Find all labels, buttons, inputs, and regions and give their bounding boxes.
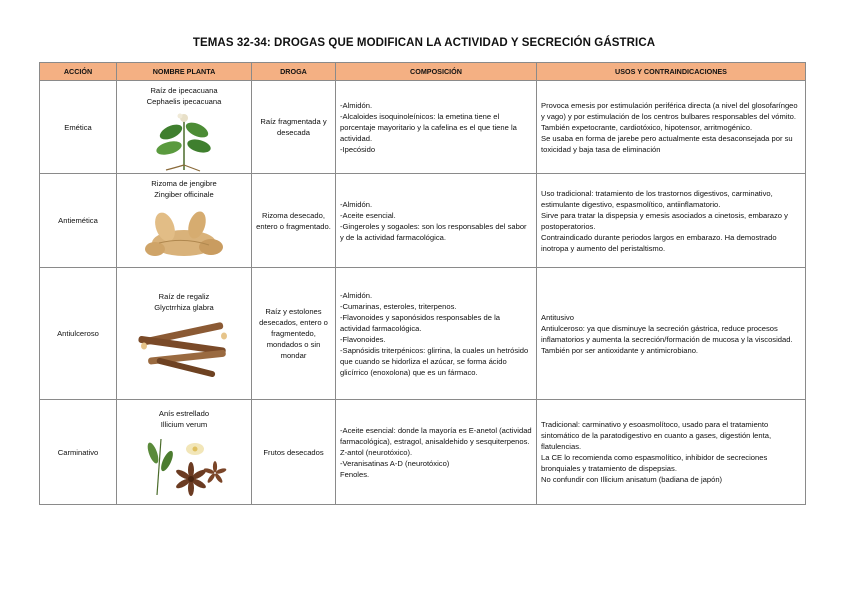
plant-common-name: Rizoma de jengibre — [151, 179, 217, 188]
plant-latin-name: Cephaelis ipecacuana — [146, 96, 222, 106]
usos-cell — [537, 174, 806, 268]
usos-line: No confundir con Illicium anisatum (badiana de japón) — [541, 475, 723, 484]
composicion-line: -Almidón. — [340, 290, 373, 300]
ipecacuana-plant-illustration — [149, 110, 219, 172]
usos-line: Tradicional: carminativo y esoasmolítoco, usado para el tratamiento sintomático de la paratodigestivo en cuanto a gases, digestión lenta, flatulencias. — [541, 420, 772, 451]
plant-common-name: Anís estrellado — [158, 408, 210, 418]
header-nombre-planta: NOMBRE PLANTA — [117, 63, 252, 81]
composicion-cell — [336, 400, 537, 505]
header-droga: DROGA — [252, 63, 336, 81]
accion-cell: Antiulceroso — [40, 268, 117, 400]
usos-line: Se usaba en forma de jarebe pero actualmente esta desaconsejada por su toxicidad y baja tasa de eliminación — [541, 133, 793, 154]
droga-cell: Raíz fragmentada y desecada — [252, 81, 336, 174]
plant-common-name: Raíz de regaliz — [158, 292, 210, 301]
planta-cell — [117, 174, 252, 268]
accion-cell: Emética — [40, 81, 117, 174]
usos-cell — [537, 400, 806, 505]
planta-cell — [117, 268, 252, 400]
usos-line: Antitusivo — [541, 312, 574, 322]
usos-line: Antiulceroso: ya que disminuye la secreción gástrica, reduce procesos inflamatorios y aumenta la secreción/formación de mucosa y la viscosidad. También por ser antioxidante y antimicrobiano. — [541, 323, 793, 355]
usos-line: Sirve para tratar la dispepsia y emesis asociados a cinetosis, embarazo y postoperatorios. — [541, 210, 788, 231]
usos-line: Provoca emesis por estimulación periférica directa (a nivel del glosofaríngeo y vago) y por estimulación de los centros bulbares responsables del vómito. También expetocrante, cardiotóxico, hipotensor, arritmogénico. — [541, 100, 798, 132]
composicion-line: -Gingeroles y sogaoles: son los responsables del sabor y de la actividad farmacológica. — [340, 221, 527, 242]
composicion-line: -Sapnósidis triterpénicos: glirrina, la cuales un hetrósido que cuando se hidorliza el azúcar, se forma ácido glicírrico (enoxolona) que es un fármaco. — [340, 345, 529, 377]
table-row — [40, 81, 806, 174]
usos-cell — [537, 268, 806, 400]
plant-latin-name: Zingiber officinale — [154, 190, 214, 199]
page-title: TEMAS 32-34: DROGAS QUE MODIFICAN LA ACTIVIDAD Y SECRECIÓN GÁSTRICA — [192, 37, 656, 49]
header-row — [40, 63, 806, 81]
accion-cell: Antiemética — [40, 174, 117, 268]
accion-cell: Carminativo — [40, 400, 117, 505]
table-row — [40, 268, 806, 400]
composicion-line: -Flavonoides. — [340, 334, 386, 344]
composicion-line: -Alcaloides isoquinoleínicos: la emetina tiene el porcentaje mayoritario y la cafelina es el que tiene la actividad. — [340, 111, 517, 143]
composicion-line: Fenoles. — [340, 469, 370, 479]
star-anise-illustration — [139, 433, 229, 499]
usos-line: Uso tradicional: tratamiento de los trastornos digestivos, carminativo, estimulante digestivo, espasmolítico, antiinflamatorio. — [541, 188, 773, 209]
plant-latin-name: Illicium verum — [160, 419, 208, 429]
droga-cell: Raíz y estolones desecados, entero o fragmentedo, mondados o sin mondar — [252, 268, 336, 400]
planta-cell — [117, 81, 252, 174]
planta-cell — [117, 400, 252, 505]
usos-line: Contraindicado durante periodos largos en embarazo. Ha demostrado inotropa y aumento del peristaltismo. — [541, 232, 777, 253]
header-accion: ACCIÓN — [40, 63, 117, 81]
composicion-line: -Aceite esencial. — [340, 210, 396, 220]
usos-cell — [537, 81, 806, 174]
composicion-line: -Veranisatinas A-D (neurotóxico) — [340, 458, 450, 468]
composicion-line: -Flavonoides y saponósidos responsables de la actividad farmacológica. — [340, 312, 500, 333]
composicion-cell — [336, 81, 537, 174]
droga-cell: Rizoma desecado, entero o fragmentado. — [252, 174, 336, 268]
composicion-line: -Cumarinas, esteroles, triterpenos. — [340, 301, 457, 311]
table-row — [40, 400, 806, 505]
composicion-line: -Almidón. — [340, 100, 373, 110]
licorice-root-illustration — [134, 316, 234, 378]
plant-latin-name: Glyctrrhiza glabra — [154, 303, 214, 312]
ginger-root-illustration — [139, 203, 229, 265]
droga-cell: Frutos desecados — [252, 400, 336, 505]
header-usos: USOS Y CONTRAINDICACIONES — [537, 63, 806, 81]
plant-common-name: Raíz de ipecacuana — [150, 85, 218, 95]
composicion-cell — [336, 268, 537, 400]
table-row — [40, 174, 806, 268]
header-composicion: COMPOSICIÓN — [336, 63, 537, 81]
composicion-line: -Almidón. — [340, 199, 373, 209]
usos-line: La CE lo recomienda como espasmolítico, inhibidor de secreciones bronquiales y tratamiento de dispepsias. — [541, 453, 768, 473]
composicion-cell — [336, 174, 537, 268]
drug-table — [39, 62, 806, 505]
composicion-line: -Ipecósido — [340, 144, 376, 154]
composicion-line: -Aceite esencial: donde la mayoría es E-anetol (actividad farmacológica), estragol, anisaldehido y sesquiterpenos. Z-antol (neurotóxico). — [340, 425, 532, 457]
